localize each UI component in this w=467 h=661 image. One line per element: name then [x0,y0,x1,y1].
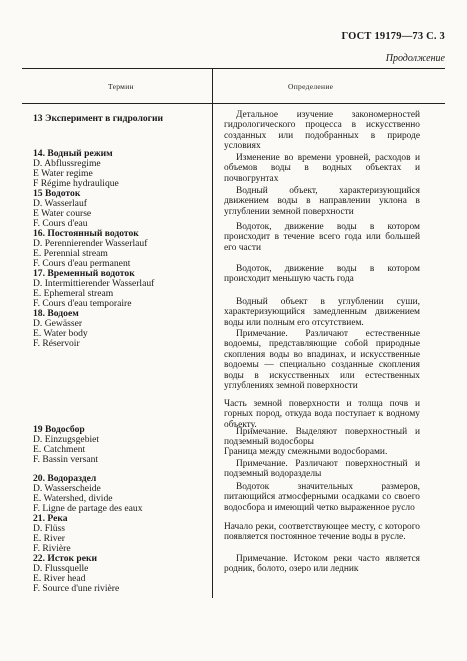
term-21-ru: 21. Река [33,513,68,524]
column-header-term: Термин [108,82,134,91]
term-17-de: D. Intermittierender Wasserlauf [33,278,155,289]
definition-22-note: Примечание. Истоком реки часто является родник, болото, озеро или ледник [224,554,420,575]
definition-21: Водоток значительных размеров, питающийся атмосферными осадками со своего водосбора и имеющий четко выраженное русло [224,482,420,513]
term-19-fr: F. Bassin versant [33,454,99,465]
definition-15: Водный объект, характеризующийся движением воды в направлении уклона в углублении земной поверхности [224,186,420,217]
term-14-de: D. Abflussregime [33,158,101,169]
continuation-label: Продолжение [385,53,445,64]
definition-14: Изменение во времени уровней, расходов и объемов воды в водных объектах и почвогрунтах [224,153,420,184]
term-16-fr: F. Cours d'eau permanent [33,258,131,269]
term-21-de: D. Flüss [33,523,65,534]
term-18-en: E. Water body [33,328,88,339]
term-13-ru: 13 Эксперимент в гидрологии [33,113,164,124]
term-20-en: E. Watershed, divide [33,493,113,504]
table-header-rule [22,103,445,104]
term-19-ru: 19 Водосбор [33,424,85,435]
term-15-fr: F. Cours d'eau [33,218,88,229]
term-17-ru: 17. Временный водоток [33,268,135,279]
term-17-en: E. Ephemeral stream [33,288,114,299]
definition-20-note: Примечание. Различают поверхностный и подземный водоразделы [224,459,420,480]
term-18-fr: F. Réservoir [33,338,80,349]
term-15-en: E Water course [33,208,92,219]
term-19-de: D. Einzugsgebiet [33,434,100,445]
term-14-fr: F Régime hydraulique [33,178,119,189]
term-22-ru: 22. Исток реки [33,553,98,564]
definition-19: Часть земной поверхности и толща почв и горных пород, откуда вода поступает к водному объекту. [224,399,420,430]
term-15-ru: 15 Водоток [33,188,81,199]
term-14-en: E Water regime [33,168,93,179]
term-22-fr: F. Source d'une rivière [33,583,120,594]
column-header-definition: Определение [288,82,334,91]
term-18-ru: 18. Водоем [33,308,79,319]
definition-22: Начало реки, соответствующее месту, с которого появляется постоянное течение воды в русле. [224,522,420,543]
definition-20: Граница между смежными водосборами. [224,447,388,457]
definition-17: Водоток, движение воды в котором происходит меньшую часть года [224,264,420,285]
term-15-de: D. Wasserlauf [33,198,87,209]
term-14-ru: 14. Водный режим [33,148,113,159]
term-16-ru: 16. Постоянный водоток [33,228,139,239]
definition-18: Водный объект в углублении суши, характеризующийся замедленным движением воды или полным его отсутствием. [224,297,420,328]
gost-header: ГОСТ 19179—73 С. 3 [341,31,445,42]
term-22-en: E. River head [33,573,86,584]
term-20-ru: 20. Водораздел [33,473,97,484]
definition-19-note: Примечание. Выделяют поверхностный и подземный водосборы [224,427,420,448]
term-21-fr: F. Rivière [33,543,71,554]
term-18-de: D. Gewässer [33,318,83,329]
column-divider [212,68,213,598]
term-20-de: D. Wasserscheide [33,483,101,494]
term-16-en: E. Perennial stream [33,248,108,259]
term-19-en: E. Catchment [33,444,86,455]
definition-16: Водоток, движение воды в котором происходит в течение всего года или большей его части [224,222,420,253]
term-22-de: D. Flussquelle [33,563,89,574]
term-21-en: E. River [33,533,65,544]
table-top-rule [22,68,445,69]
term-20-fr: F. Ligne de partage des eaux [33,503,143,514]
definition-18-note: Примечание. Различают естественные водоемы, представляющие собой природные скопления воды во впадинах, и искусственные водоемы — специально созданные скопления воды в искусственных или естественных углублениях земной поверхности [224,329,420,392]
term-17-fr: F. Cours d'eau temporaire [33,298,132,309]
definition-13: Детальное изучение закономерностей гидрологического процесса в искусственно созданных или подобранных в природе условиях [224,110,420,152]
term-16-de: D. Perennierender Wasserlauf [33,238,148,249]
